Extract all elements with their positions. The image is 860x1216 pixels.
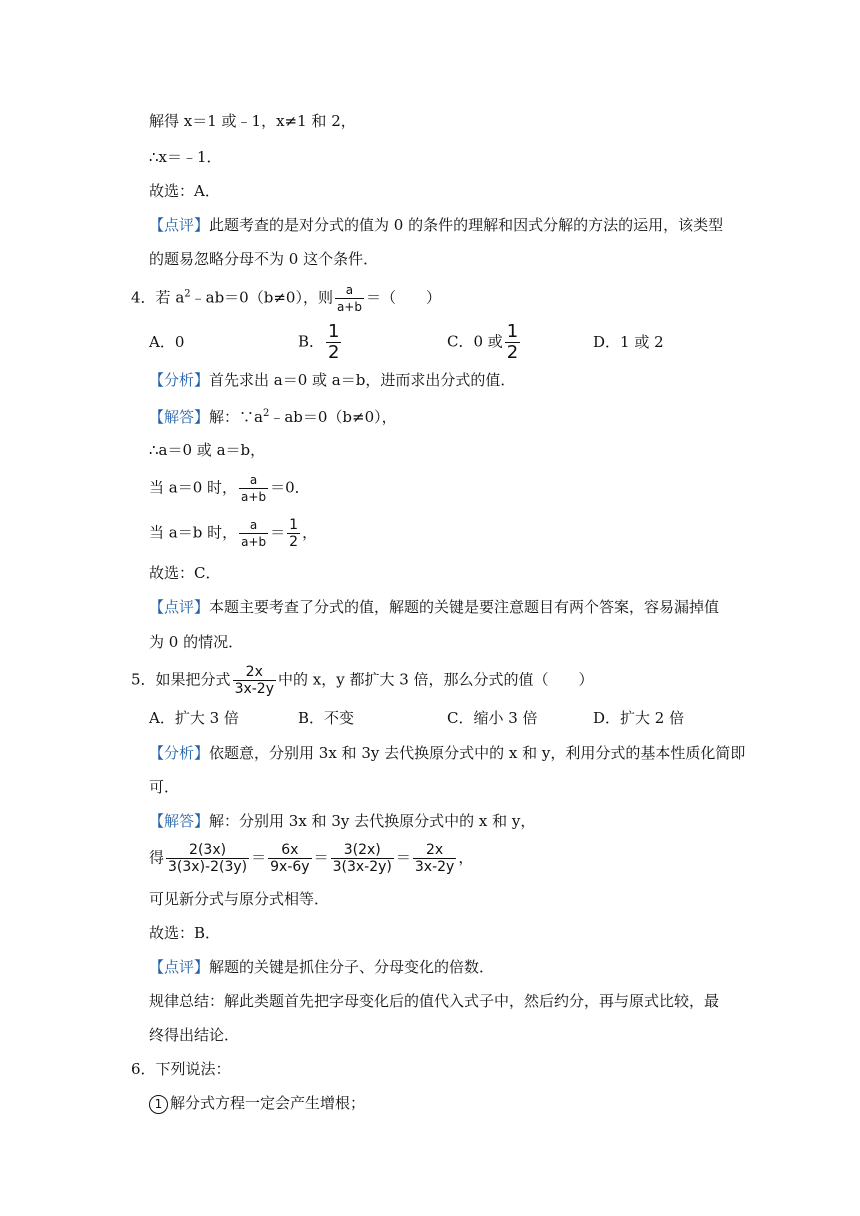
question-5-stem: 5．如果把分式 $\frac{2x}{3x-2y}$ 中的 x，y 都扩大 3 倍，那么分式的值（ ） bbox=[131, 664, 594, 697]
comment-tag: 【点评】 bbox=[149, 958, 210, 976]
fraction: $\frac{a}{a+b}$ bbox=[241, 518, 267, 549]
answer-line: 【解答】解：$\because a^2﹣ab=0(b\ne 0)$， bbox=[149, 408, 397, 426]
option-c: C．缩小 3 倍 bbox=[447, 709, 538, 727]
option-a: A．扩大 3 倍 bbox=[149, 709, 239, 727]
rule-line: 规律总结：解此类题首先把字母变化后的值代入式子中，然后约分，再与原式比较，最 bbox=[149, 992, 720, 1010]
comment-line: 【点评】本题主要考查了分式的值，解题的关键是要注意题目有两个答案，容易漏掉值 bbox=[149, 598, 720, 616]
fraction: $\frac{2(3x)}{3(3x)-2(3y)}$ bbox=[168, 842, 248, 875]
answer-tag: 【解答】 bbox=[149, 812, 210, 830]
solution-line: 当 a＝b 时， $\frac{a}{a+b}$ ＝ $\frac{1}{2}$ ， bbox=[149, 517, 318, 550]
option-a: A．0 bbox=[149, 333, 185, 351]
equation-line: 得 $\frac{2(3x)}{3(3x)-2(3y)}$ ＝ $\frac{6x}{9x-6y}$ ＝ $\frac{3(2x)}{3(3x-2y)}$ ＝ $\frac{2x}{3x-2y}$ ， bbox=[149, 842, 474, 875]
analysis-line: 【分析】首先求出 a＝0 或 a＝b，进而求出分式的值． bbox=[149, 371, 516, 389]
question-6-stem: 6．下列说法： bbox=[131, 1060, 231, 1078]
comment-line: 【点评】此题考查的是对分式的值为 0 的条件的理解和因式分解的方法的运用，该类型 bbox=[149, 216, 724, 234]
list-item: 1 解分式方程一定会产生增根； bbox=[149, 1093, 365, 1114]
circled-number: 1 bbox=[149, 1095, 168, 1114]
fraction: $\frac{a}{a+b}$ bbox=[241, 473, 267, 504]
solution-line: 解得 x＝1 或﹣1，x≠1 和 2， bbox=[149, 112, 356, 130]
comment-line: 【点评】解题的关键是抓住分子、分母变化的倍数． bbox=[149, 958, 495, 976]
option-b: B． $\frac{1}{2}$ bbox=[298, 321, 340, 363]
option-b: B．不变 bbox=[298, 709, 355, 727]
fraction: $\frac{1}{2}$ bbox=[328, 321, 340, 363]
fraction: $\frac{6x}{9x-6y}$ bbox=[270, 842, 310, 875]
analysis-tag: 【分析】 bbox=[149, 744, 210, 762]
fraction: $\frac{1}{2}$ bbox=[506, 321, 519, 363]
option-c: C．0 或 $\frac{1}{2}$ bbox=[447, 321, 519, 363]
fraction: $\frac{3(2x)}{3(3x-2y)}$ bbox=[332, 842, 392, 875]
fraction: $\frac{2x}{3x-2y}$ bbox=[234, 664, 274, 697]
solution-line: ∴x＝﹣1． bbox=[149, 148, 222, 166]
fraction: $\frac{1}{2}$ bbox=[289, 517, 299, 550]
rule-line: 终得出结论． bbox=[149, 1026, 240, 1044]
choice-line: 故选：B． bbox=[149, 924, 221, 942]
analysis-line: 可． bbox=[149, 778, 180, 796]
answer-tag: 【解答】 bbox=[149, 408, 210, 426]
analysis-line: 【分析】依题意，分别用 3x 和 3y 去代换原分式中的 x 和 y，利用分式的基本性质化简即 bbox=[149, 744, 746, 762]
comment-tag: 【点评】 bbox=[149, 598, 210, 616]
analysis-tag: 【分析】 bbox=[149, 371, 210, 389]
conclusion-line: 可见新分式与原分式相等． bbox=[149, 890, 330, 908]
comment-tag: 【点评】 bbox=[149, 216, 210, 234]
option-d: D．扩大 2 倍 bbox=[593, 709, 685, 727]
question-4-stem: 4．若 $a^2﹣ab=0(b\ne 0)$，则 $\frac{a}{a+b}$ ＝（ ） bbox=[131, 283, 441, 314]
comment-line: 的题易忽略分母不为 0 这个条件． bbox=[149, 250, 379, 268]
choice-line: 故选：A． bbox=[149, 182, 220, 200]
option-d: D．1 或 2 bbox=[593, 333, 664, 351]
answer-line: 【解答】解：分别用 3x 和 3y 去代换原分式中的 x 和 y， bbox=[149, 812, 536, 830]
fraction: $\frac{a}{a+b}$ bbox=[336, 283, 362, 314]
solution-line: ∴a＝0 或 a＝b， bbox=[149, 441, 266, 459]
comment-line: 为 0 的情况． bbox=[149, 633, 244, 651]
fraction: $\frac{2x}{3x-2y}$ bbox=[414, 842, 455, 875]
solution-line: 当 a＝0 时， $\frac{a}{a+b}$ ＝0． bbox=[149, 473, 310, 504]
choice-line: 故选：C． bbox=[149, 564, 221, 582]
